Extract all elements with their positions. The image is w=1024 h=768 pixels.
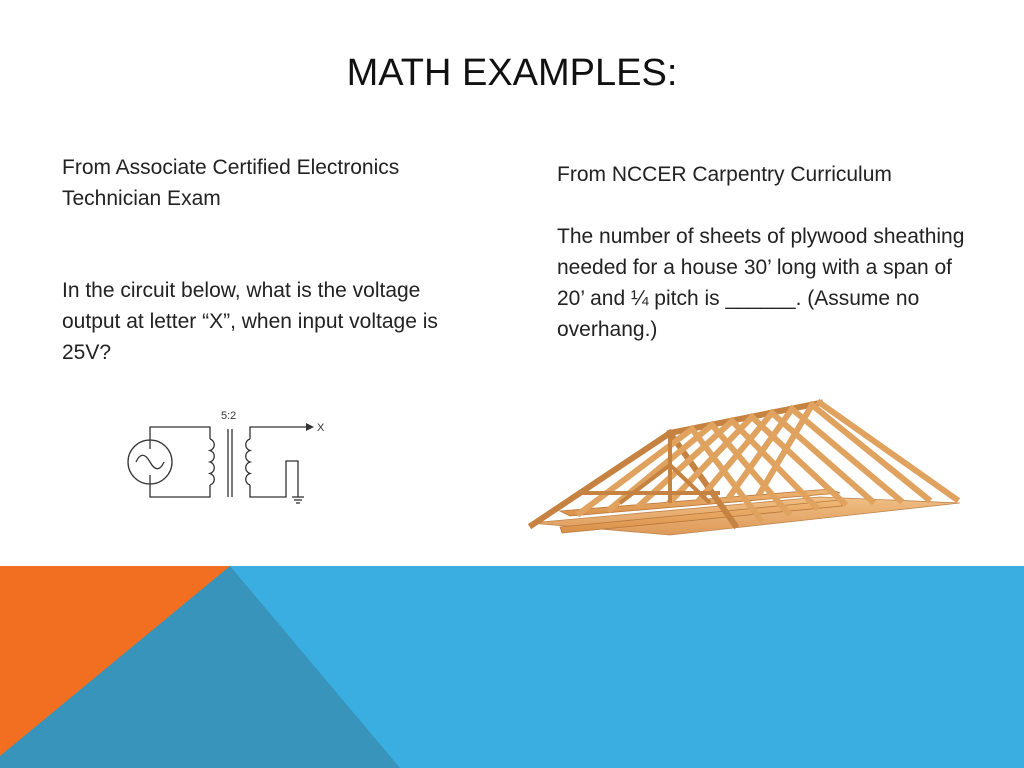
arrow-right-icon <box>306 423 314 431</box>
right-question-text: The number of sheets of plywood sheathing needed for a house 30’ long with a span of 20’ and ¼ pitch is ______. (Assume no overhang.) <box>557 225 965 341</box>
left-question-text: In the circuit below, what is the voltage output at letter “X”, when input voltage is 25V? <box>62 279 438 364</box>
roof-truss-image <box>520 385 965 555</box>
left-source-text: From Associate Certified Electronics Technician Exam <box>62 156 400 210</box>
slide-title: MATH EXAMPLES: <box>346 52 678 94</box>
right-source-text: From NCCER Carpentry Curriculum <box>557 163 892 186</box>
transformer-ratio-label: 5:2 <box>221 410 237 422</box>
output-x-label: X <box>317 422 325 434</box>
decorative-bottom-band <box>0 566 1024 768</box>
transformer-circuit-diagram <box>118 405 328 505</box>
